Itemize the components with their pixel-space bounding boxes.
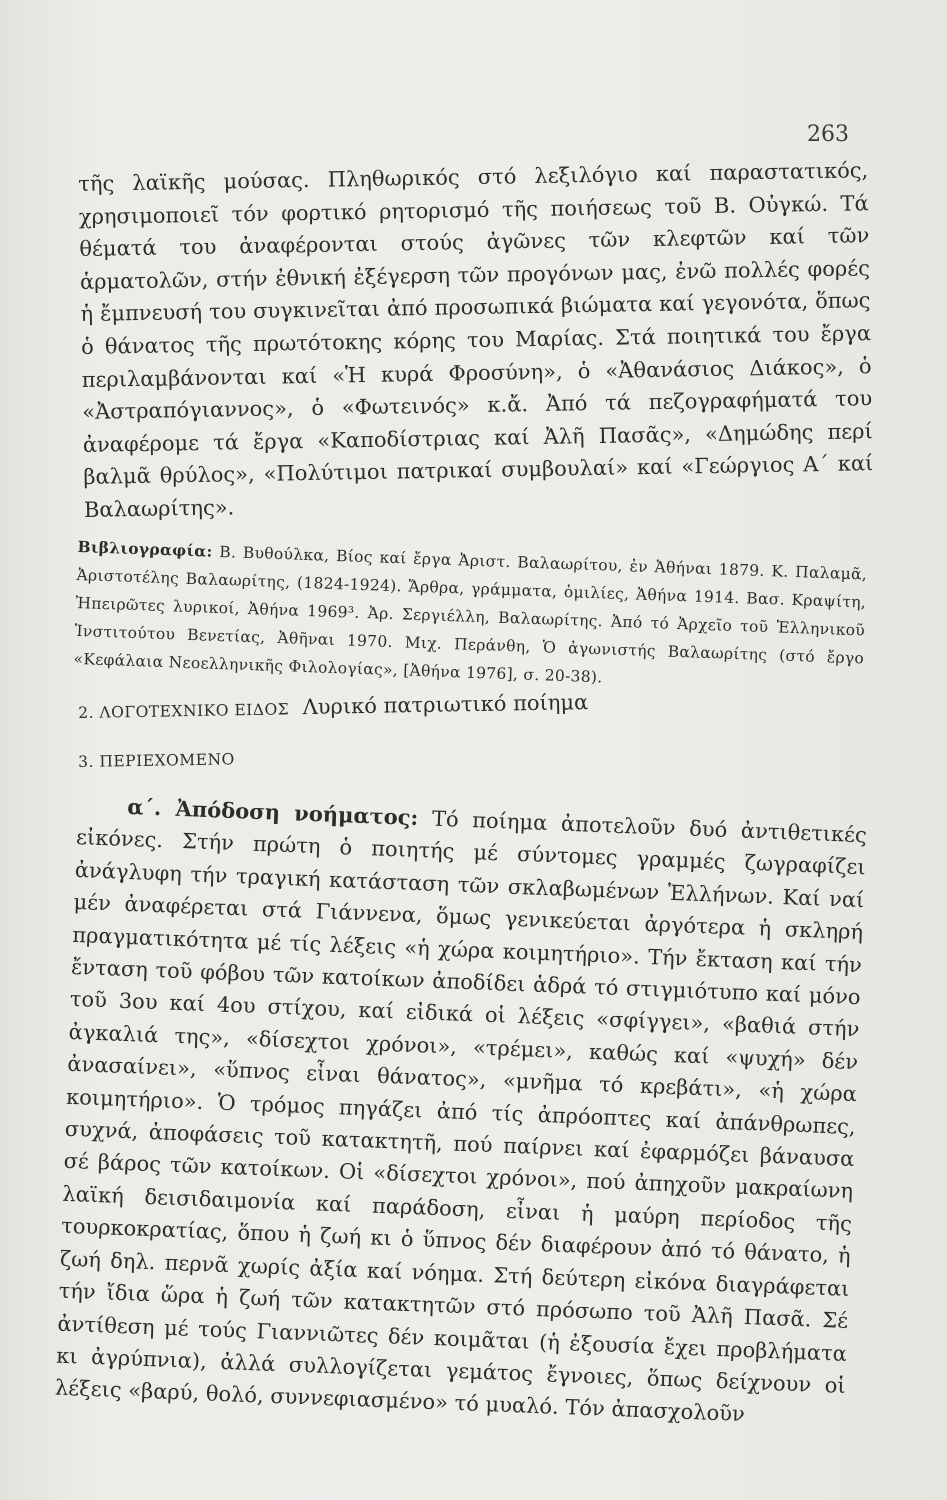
section-content	[78, 739, 868, 771]
page-body	[54, 158, 874, 1426]
section-3-heading: 3. ΠΕΡΙΕΧΟΜΕΝΟ	[78, 749, 235, 771]
section-2-value: Λυρικό πατριωτικό ποίημα	[302, 689, 589, 719]
intro-paragraph: τῆς λαϊκῆς μούσας. Πληθωρικός στό λεξιλόγιο καί παραστατικός, χρησιμοποιεῖ τόν φορτικό ρητορισμό τῆς ποιήσεως τοῦ Β. Οὐγκώ. Τά θέματά του ἀναφέρονται στούς ἀγῶνες τῶν κλεφτῶν καί τῶν ἁρματολῶν, στήν ἐθνική ἐξέγερση τῶν προγόνων μας, ἐνῶ πολλές φορές ἡ ἔμπνευσή του συγκινεῖται ἀπό προσωπικά βιώματα καί γεγονότα, ὅπως ὁ θάνατος τῆς πρωτότοκης κόρης του Μαρίας. Στά ποιητικά του ἔργα περιλαμβάνονται καί «Ἡ κυρά Φροσύνη», ὁ «Ἀθανάσιος Διάκος», ὁ «Ἀστραπόγιαννος», ὁ «Φωτεινός» κ.ἄ. Ἀπό τά πεζογραφήματά του ἀναφέρομε τά ἔργα «Καποδίστριας καί Ἀλῆ Πασᾶς», «Δημώδης περί βαλμᾶ θρύλος», «Πολύτιμοι πατρικαί συμβουλαί» καί «Γεώργιος Α΄ καί Βαλαωρίτης».	[78, 158, 874, 522]
bibliography	[73, 533, 867, 700]
meaning-paragraph	[54, 789, 867, 1435]
meaning-text: Τό ποίημα ἀποτελοῦν δυό ἀντιθετικές εἰκόνες. Στήν πρώτη ὁ ποιητής μέ σύντομες γραμμές ζωγραφίζει ἀνάγλυφη τήν τραγική κατάσταση τῶν σκλαβωμένων Ἑλλήνων. Καί ναί μέν ἀναφέρεται στά Γιάννενα, ὅμως γενικεύεται ἀργότερα ἡ σκληρή πραγματικότητα μέ τίς λέξεις «ἡ χώρα κοιμητήριο». Τήν ἔκταση καί τήν ἔνταση τοῦ φόβου τῶν κατοίκων ἀποδίδει ἁδρά τό στιγμιότυπο καί μόνο τοῦ 3ου καί 4ου στίχου, καί εἰδικά οἱ λέξεις «σφίγγει», «βαθιά στήν ἀγκαλιά της», «δίσεχτοι χρόνοι», «τρέμει», καθώς καί «ψυχή» δέν ἀνασαίνει», «ὕπνος εἶναι θάνατος», «μνῆμα τό κρεβάτι», «ἡ χώρα κοιμητήριο». Ὁ τρόμος πηγάζει ἀπό τίς ἀπρόοπτες καί ἀπάνθρωπες, συχνά, ἀποφάσεις τοῦ κατακτητῆ, πού παίρνει καί ἐφαρμόζει βάναυσα σέ βάρος τῶν κατοίκων. Οἱ «δίσεχτοι χρόνοι», πού ἀπηχοῦν μακραίωνη λαϊκή δεισιδαιμονία καί παράδοση, εἶναι ἡ μαύρη περίοδος τῆς τουρκοκρατίας, ὅπου ἡ ζωή κι ὁ ὕπνος δέν διαφέρουν ἀπό τό θάνατο, ἡ ζωή δηλ. περνᾶ χωρίς ἀξία καί νόημα. Στή δεύτερη εἰκόνα διαγράφεται τήν ἴδια ὥρα ἡ ζωή τῶν κατακτητῶν στό πρόσωπο τοῦ Ἀλῆ Πασᾶ. Σέ ἀντίθεση μέ τούς Γιαννιῶτες δέν κοιμᾶται (ἡ ἐξουσία ἔχει προβλήματα κι ἀγρύπνια), ἀλλά συλλογίζεται γεμάτος ἔγνοιες, ὅπως δείχνουν οἱ λέξεις «βαρύ, θολό, συννεφιασμένο» τό μυαλό. Τόν ἀπασχολοῦν	[54, 806, 868, 1426]
bibliography-label: Βιβλιογραφία:	[77, 536, 213, 561]
section-2-heading: 2. ΛΟΓΟΤΕΧΝΙΚΟ ΕΙΔΟΣ	[78, 699, 290, 722]
section-literary-genre	[78, 685, 868, 723]
page-number: 263	[807, 122, 849, 147]
bibliography-text: Β. Βυθούλκα, Βίος καί ἔργα Ἀριστ. Βαλαωρίτου, ἐν Ἀθήναι 1879. Κ. Παλαμᾶ, Ἀριστοτέλης Βαλαωρίτης, (1824-1924). Ἄρθρα, γράμματα, ὁμιλίες, Ἀθήνα 1914. Βασ. Κραψίτη, Ἠπειρῶτες λυρικοί, Ἀθήνα 1969³. Ἀρ. Σεργιέλλη, Βαλαωρίτης. Ἀπό τό Ἀρχεῖο τοῦ Ἑλληνικοῦ Ἰνστιτούτου Βενετίας, Ἀθῆναι 1970. Μιχ. Περάνθη, Ὁ ἀγωνιστής Βαλαωρίτης (στό ἔργο «Κεφάλαια Νεοελληνικῆς Φιλολογίας», [Ἀθήνα 1976], σ. 20-38).	[73, 542, 868, 686]
meaning-label: α΄. Ἀπόδοση νοήματος:	[126, 793, 419, 830]
